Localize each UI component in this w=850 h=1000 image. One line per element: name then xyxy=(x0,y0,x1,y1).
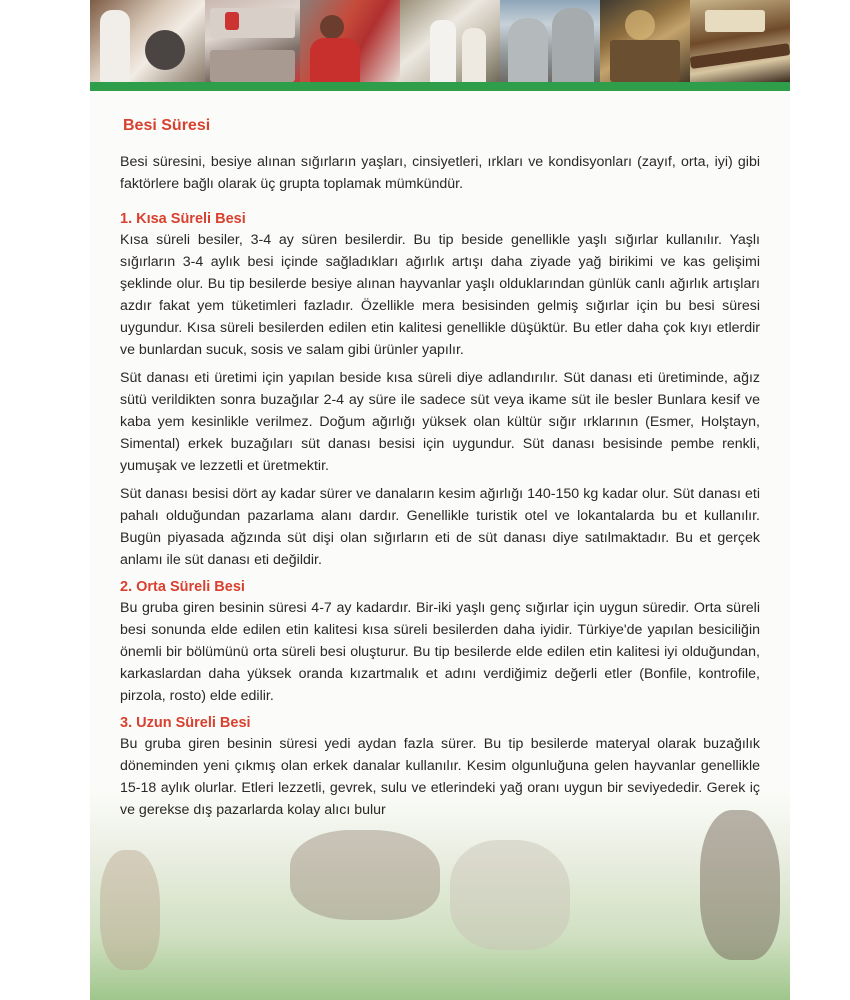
section-long-term xyxy=(120,713,760,821)
section-short-term xyxy=(120,209,760,571)
processing-line-photo xyxy=(690,0,790,82)
section-paragraph: Süt danası eti üretimi için yapılan beside kısa süreli diye adlandırılır. Süt danası eti üretiminde, ağız sütü verildikten sonra buzağılar 2-4 ay süre ile sadece süt veya ikame süt ile besler Bunlara kesif ve kaba yem kesinlikle verilmez. Doğum ağırlığı yüksek olan kültür sığır ırklarının (Esmer, Holştayn, Simental) erkek buzağıları süt danası besisi için uygundur. Süt danası besisinde pembe renkli, yumuşak ve lezzetli et üretmektir. xyxy=(120,370,760,474)
header-photo-strip xyxy=(90,0,790,82)
section-medium-term xyxy=(120,577,760,707)
brochure-page xyxy=(90,0,790,1000)
section-heading: 3. Uzun Süreli Besi xyxy=(120,715,251,731)
intro-paragraph: Besi süresini, besiye alınan sığırların yaşları, cinsiyetleri, ırkları ve kondisyonları (zayıf, orta, iyi) gibi faktörlere bağlı olarak üç grupta toplamak mümkündür. xyxy=(120,154,760,192)
section-paragraph: Bu gruba giren besinin süresi yedi aydan fazla sürer. Bu tip besilerde materyal olarak buzağılık döneminden yeni çıkmış olan erkek danalar kullanılır. Kesim olgunluğuna gelen hayvanlar genellikle 15-18 aylık olurlar. Etleri lezzetli, gevrek, sulu ve etlerindeki yağ oranı uygun bir seviyededir. Gerek iç ve gerekse dış pazarlarda kolay alıcı bulur xyxy=(120,736,760,818)
lab-worker-photo xyxy=(90,0,205,82)
header-accent-bar xyxy=(90,82,790,91)
section-heading: 1. Kısa Süreli Besi xyxy=(120,211,246,227)
silo-photo xyxy=(500,0,600,82)
section-paragraph: Bu gruba giren besinin süresi 4-7 ay kadardır. Bir-iki yaşlı genç sığırlar için uygun süredir. Orta süreli besi sonunda elde edilen etin kalitesi kısa süreli besilerden daha iyidir. Türkiye'de yapılan besiciliğin önemli bir bölümünü orta süreli besi oluşturur. Bu tip besilerde elde edilen etin kalitesi iyi olduğundan, karkaslardan daha yüksek oranda kızartmalık et adını verdiğimiz değerli etler (Bonfile, kontrofile, pirzola, rosto) elde edilir. xyxy=(120,600,760,704)
article xyxy=(120,115,760,827)
section-paragraph: Kısa süreli besiler, 3-4 ay süren besilerdir. Bu tip beside genellikle yaşlı sığırlar kullanılır. Yaşlı sığırların 3-4 aylık besi içinde sağladıkları ağırlık artışı daha ziyade yağ birikimi ve kas gelişimi şeklinde olur. Bu tip besilerde besiye alınan hayvanlar yaşlı olduklarından günlük canlı ağırlık artışları azdır fakat yem tüketimleri fazladır. Özellikle mera besisinden gelmiş sığırlar için bu besi süresi uygundur. Kısa süreli besilerden edilen etin kalitesi genellikle düşüktür. Bu etler daha çok kıyı etlerdir ve bunlardan sucuk, sosis ve salam gibi ürünler yapılır. xyxy=(120,232,760,358)
section-paragraph: Süt danası besisi dört ay kadar sürer ve danaların kesim ağırlığı 140-150 kg kadar olur. Süt danası eti pahalı olduğundan pazarlama alanı dardır. Genellikle turistik otel ve lokantalarda bu et kullanılır. Bugün piyasada ağzında süt dişi olan sığırların eti de süt danası diye satılmaktadır. Bu et gerçek anlamı ile süt danası eti değildir. xyxy=(120,486,760,568)
control-room-photo xyxy=(205,0,300,82)
factory-photo xyxy=(600,0,690,82)
page-title: Besi Süresi xyxy=(123,117,211,134)
section-heading: 2. Orta Süreli Besi xyxy=(120,579,245,595)
technician-photo xyxy=(300,0,400,82)
laboratory-photo xyxy=(400,0,500,82)
